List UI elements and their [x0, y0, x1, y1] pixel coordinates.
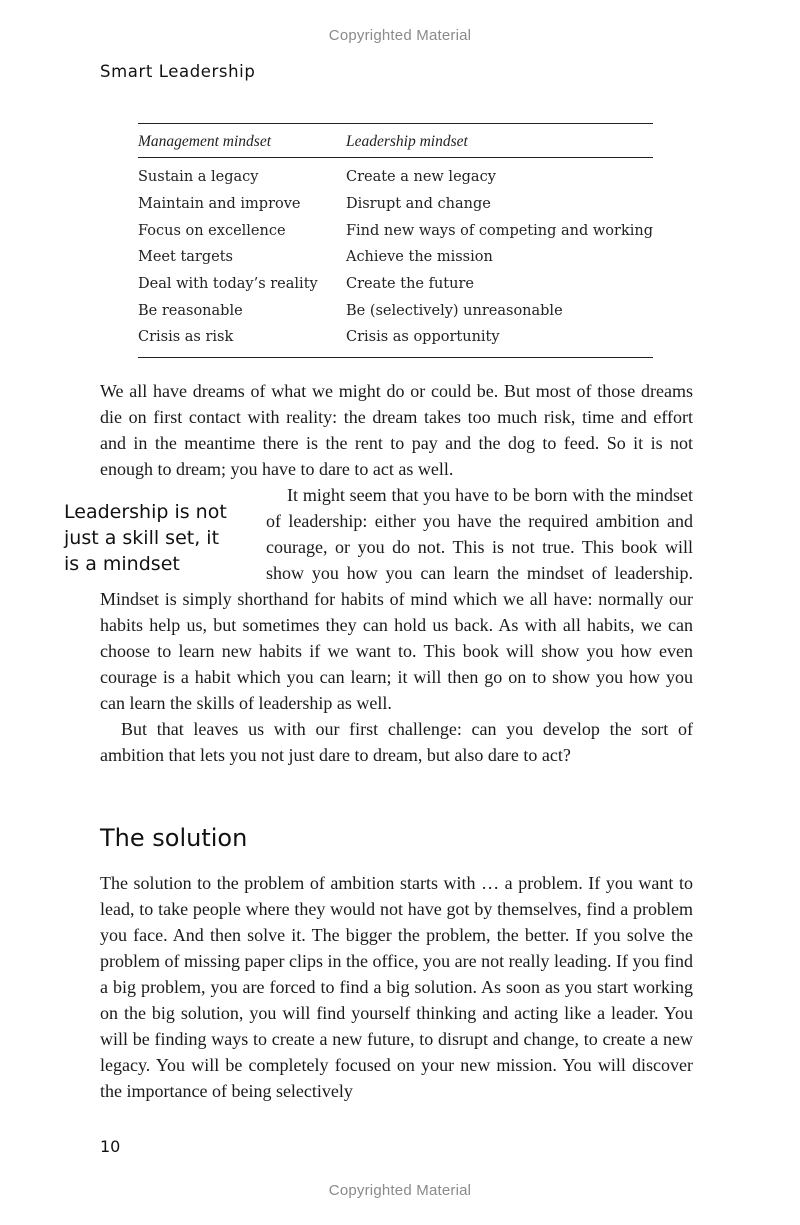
table-cell: Find new ways of competing and working	[345, 222, 653, 239]
table-cell: Deal with today’s reality	[138, 276, 318, 293]
main-body-text	[64, 378, 693, 768]
paragraph-solution: The solution to the problem of ambition starts with … a problem. If you want to lead, to take people where they would not have got by themselves, find a problem you face. And then solve it. The bigger the problem, the better. If you solve the problem of missing paper clips in the office, you are not really leading. If you find a big problem, you are forced to find a big solution. As soon as you start working on the big solution, you will find yourself thinking and acting like a leader. You will be finding ways to create a new future, to disrupt and change, to create a new legacy. You will be completely focused on your new mission. You will discover the importance of being selectively	[100, 873, 694, 1101]
table-cell: Meet targets	[138, 249, 233, 266]
table-header-leadership: Leadership mindset	[346, 124, 653, 158]
pullquote: Leadership is not just a skill set, it is a mindset	[64, 501, 227, 575]
table-cell: Disrupt and change	[345, 196, 491, 213]
table-cell: Crisis as risk	[138, 329, 234, 346]
paragraph-challenge: But that leaves us with our first challenge: can you develop the sort of ambition that lets you not just dare to dream, but also dare to act?	[100, 719, 693, 765]
table-row	[138, 191, 653, 218]
mindset-comparison-table	[138, 123, 653, 358]
table-cell: Be reasonable	[138, 302, 243, 319]
copyright-watermark-bottom: Copyrighted Material	[328, 1182, 472, 1199]
page-number: 10	[100, 1137, 121, 1156]
table-header-management: Management mindset	[138, 124, 346, 158]
paragraph-dreams: We all have dreams of what we might do or could be. But most of those dreams die on first contact with reality: the dream takes too much risk, time and effort and in the meantime there is the rent to pay and the dog to feed. So it is not enough to dream; you have to dare to act as well.	[100, 381, 693, 479]
table-cell: Crisis as opportunity	[345, 329, 500, 346]
paragraph-mindset: It might seem that you have to be born with the mindset of leadership: either you have the required ambition and courage, or you do not. This is not true. This book will show you how you can learn the mindset of leadership. Mindset is simply shorthand for habits of mind which we all have: normally our habits help us, but sometimes they can hold us back. As with all habits, we can choose to learn new habits if we want to. This book will show you how even courage is a habit which you can learn; it will then go on to show you how you can learn the skills of leadership as well.	[100, 485, 693, 713]
table-cell: Be (selectively) unreasonable	[345, 302, 563, 319]
table-cell: Create the future	[345, 276, 474, 293]
section-heading: The solution	[100, 824, 248, 852]
table-header-row	[138, 124, 653, 158]
table-row	[138, 324, 653, 357]
table-cell: Achieve the mission	[345, 249, 493, 266]
table-row	[138, 271, 653, 298]
table-cell: Focus on excellence	[138, 222, 286, 239]
running-head: Smart Leadership	[100, 62, 256, 81]
table-cell: Sustain a legacy	[138, 169, 259, 186]
table-row	[138, 158, 653, 191]
table-row	[138, 244, 653, 271]
table-cell: Create a new legacy	[345, 169, 496, 186]
table-cell: Maintain and improve	[138, 196, 301, 213]
table-row	[138, 217, 653, 244]
table-row	[138, 297, 653, 324]
copyright-watermark-top: Copyrighted Material	[328, 27, 472, 44]
section-body-text	[100, 870, 693, 1104]
